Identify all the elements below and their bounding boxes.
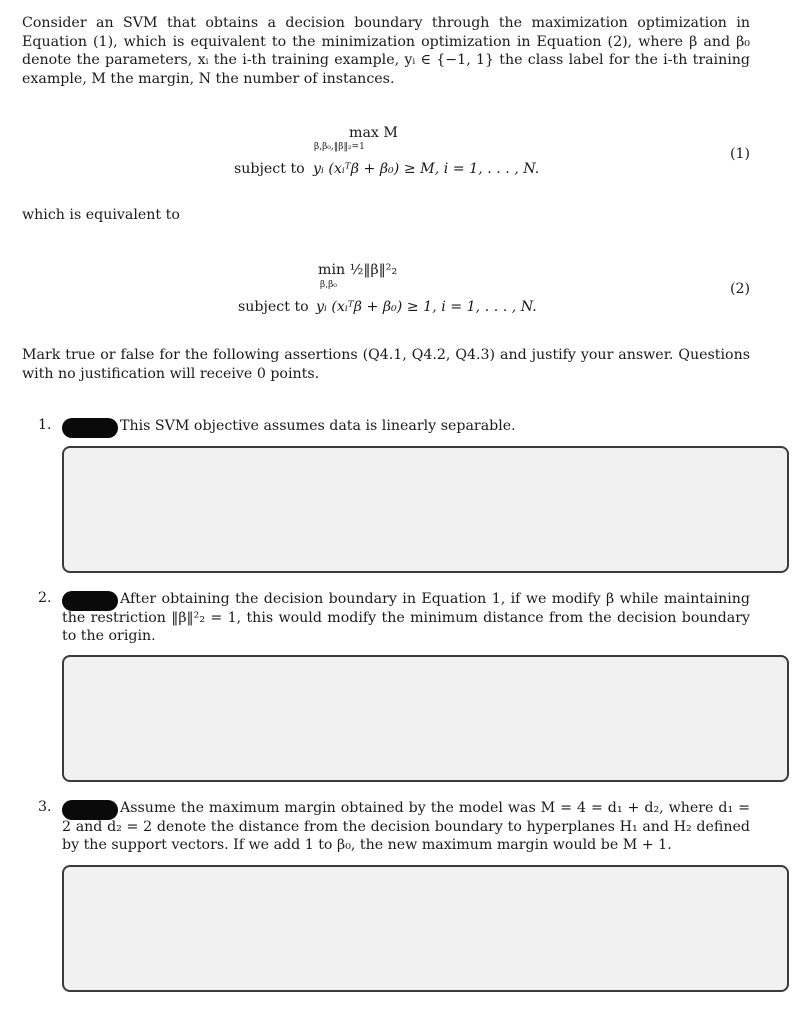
question-3-number: 3. xyxy=(38,799,52,815)
answer-box-1[interactable] xyxy=(62,446,789,573)
question-1-text: This SVM objective assumes data is linearly separable. xyxy=(120,418,516,434)
eq2-subject-to: subject to xyxy=(238,299,309,315)
intro-paragraph: Consider an SVM that obtains a decision boundary through the maximization optimization in Equation (1), which is equivalent to the minimization optimization in Equation (2), where β and β₀ denote the parameters, xᵢ the i-th training example, yᵢ ∈ {−1, 1} the class label for the i-th training example, M the margin, N the number of instances. xyxy=(22,15,750,87)
question-3-text: Assume the maximum margin obtained by the model was M = 4 = d₁ + d₂, where d₁ = 2 and d₂ = 2 denote the distance from the decision boundary to hyperplanes H₁ and H₂ defined by the support vectors. If we add 1 to β₀, the new maximum margin would be M + 1. xyxy=(62,800,750,854)
eq2-objective: min ½‖β‖²₂ xyxy=(318,262,398,278)
eq1-constraint: yᵢ (xᵢᵀβ + β₀) ≥ M, i = 1, . . . , N. xyxy=(313,161,540,177)
eq1-subject-to: subject to xyxy=(234,161,305,177)
answer-box-2[interactable] xyxy=(62,655,789,782)
equation-1-label: (1) xyxy=(730,146,751,162)
answer-box-3[interactable] xyxy=(62,865,789,992)
eq2-subscript: β,β₀ xyxy=(320,280,337,290)
question-1-number: 1. xyxy=(38,417,52,433)
eq2-constraint: yᵢ (xᵢᵀβ + β₀) ≥ 1, i = 1, . . . , N. xyxy=(316,299,537,315)
equivalence-text: which is equivalent to xyxy=(22,207,180,223)
eq1-objective: max M xyxy=(349,125,398,141)
instructions-paragraph: Mark true or false for the following assertions (Q4.1, Q4.2, Q4.3) and justify your answer. Questions with no justification will receive 0 points. xyxy=(22,347,750,382)
question-2-text: After obtaining the decision boundary in Equation 1, if we modify β while maintaining the restriction ‖β‖²₂ = 1, this would modify the minimum distance from the decision boundary to the origin. xyxy=(62,591,750,645)
eq1-constraint-subscript: β,β₀,‖β‖₂=1 xyxy=(314,142,365,152)
equation-2-label: (2) xyxy=(730,281,751,297)
question-2-number: 2. xyxy=(38,590,52,606)
